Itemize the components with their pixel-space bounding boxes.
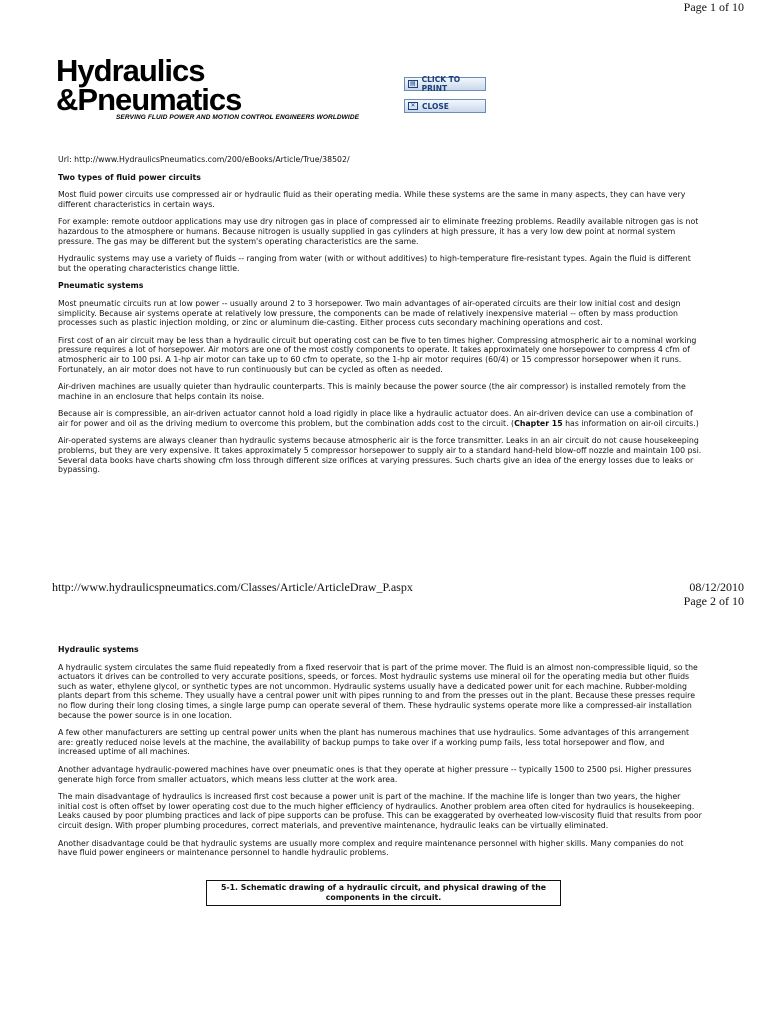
- figure-caption: 5-1. Schematic drawing of a hydraulic circuit, and physical drawing of the components in the circuit.: [206, 880, 561, 906]
- article-title: Two types of fluid power circuits: [58, 172, 201, 182]
- section-heading-pneumatic: Pneumatic systems: [58, 281, 144, 291]
- section-heading-hydraulic: Hydraulic systems: [58, 645, 139, 654]
- paragraph: First cost of an air circuit may be less than a hydraulic circuit but operating cost can be five to ten times higher. Compressing atmospheric air to a nominal working pressure requires a lot of horsepower. Air motors are one of the most costly components to operate. It takes approximately one horsepower to compress 4 cfm of atmospheric air to 100 psi. A 1-hp air motor can take up to 60 cfm to operate, so the 1-hp air motor requires (60/4) or 15 compressor horsepower when it runs. Fortunately, an air motor does not have to run continuously but can be cycled as often as needed.: [58, 335, 697, 374]
- paragraph: A hydraulic system circulates the same fluid repeatedly from a fixed reservoir that is part of the prime mover. The fluid is an almost non-compressible liquid, so the actuators it drives can be controlled to very accurate positions, speeds, or forces. Most hydraulic systems use mineral oil for the operating media but other fluids such as water, ethylene glycol, or synthetic types are not uncommon. Hydraulic systems usually have a dedicated power unit for each machine. Rubber-molding plants depart from this scheme. They usually have a central power unit with pipes running to and from the presses out in the plant. Because these presses require no flow during their long closing times, a single large pump can operate several of them. These hydraulic systems operate more like a compressed-air installation because the power source is in one location.: [58, 662, 698, 720]
- footer-url: http://www.hydraulicspneumatics.com/Classes/Article/ArticleDraw_P.aspx: [52, 580, 413, 594]
- chapter-link[interactable]: Chapter 15: [514, 418, 563, 428]
- article-page-2: [58, 645, 704, 866]
- article-page-1: [58, 155, 704, 483]
- print-button-label: CLICK TO PRINT: [421, 75, 461, 93]
- paragraph: For example: remote outdoor applications may use dry nitrogen gas in place of compressed air to eliminate freezing problems. Readily available nitrogen gas is not hazardous to the atmosphere or humans. Because nitrogen is usually supplied in gas cylinders at high pressure, it has a very low dew point at normal system pressure. The gas may be different but the system's operating characteristics are the same.: [58, 217, 699, 246]
- page-number-top: Page 1 of 10: [683, 0, 744, 14]
- logo-tagline: SERVING FLUID POWER AND MOTION CONTROL ENGINEERS WORLDWIDE: [116, 114, 360, 121]
- paragraph: Another advantage hydraulic-powered machines have over pneumatic ones is that they operate at higher pressure -- typically 1500 to 2500 psi. Higher pressures generate high force from smaller actuators, which means less clutter at the work area.: [58, 764, 692, 784]
- print-button[interactable]: [404, 77, 486, 91]
- paragraph-text: Because air is compressible, an air-driven actuator cannot hold a load rigidly in place like a hydraulic actuator does. An air-driven device can use a combination of air for power and oil as the driving medium to overcome this problem, but the combination adds cost to the circuit. (: [58, 409, 693, 428]
- footer-date: 08/12/2010: [689, 580, 744, 594]
- paragraph: [58, 409, 704, 428]
- paragraph: A few other manufacturers are setting up central power units when the plant has numerous machines that use hydraulics. Some advantages of this arrangement are: greatly reduced noise levels at the machine, the availability of backup pumps to take over if a working pump fails, less total horsepower and flow, and increased uptime of all machines.: [58, 728, 690, 757]
- close-icon: ✕: [408, 102, 418, 110]
- page-number-next: Page 2 of 10: [683, 594, 744, 608]
- paragraph: Air-driven machines are usually quieter than hydraulic counterparts. This is mainly because the power source (the air compressor) is installed remotely from the machine in an enclosure that helps contain its noise.: [58, 382, 686, 401]
- paragraph-text: has information on air-oil circuits.): [562, 418, 699, 428]
- paragraph: Another disadvantage could be that hydraulic systems are usually more complex and require maintenance personnel with higher skills. Many companies do not have fluid power engineers or maintenance personnel to handle hydraulic problems.: [58, 838, 684, 858]
- article-url: Url: http://www.HydraulicsPneumatics.com/200/eBooks/Article/True/38502/: [58, 155, 350, 164]
- site-logo[interactable]: [56, 53, 376, 122]
- paragraph: Most pneumatic circuits run at low power -- usually around 2 to 3 horsepower. Two main advantages of air-operated circuits are their low initial cost and design simplicity. Because air systems operate at relatively low pressure, the components can be made of relatively inexpensive material -- often by mass production processes such as plastic injection molding, or zinc or aluminum die-casting. Either process cuts secondary machining operations and cost.: [58, 298, 681, 328]
- paragraph: Most fluid power circuits use compressed air or hydraulic fluid as their operating media. While these systems are the same in many aspects, they can have very different characteristics in certain ways.: [58, 190, 686, 209]
- logo-line-2: &Pneumatics: [56, 82, 242, 117]
- paragraph: The main disadvantage of hydraulics is increased first cost because a power unit is part of the machine. If the machine life is longer than two years, the higher initial cost is often offset by lower operating cost due to the much higher efficiency of hydraulics. Another problem area often cited for hydraulics is housekeeping. Leaks caused by poor plumbing practices and lack of pipe supports can be profuse. This can be exaggerated by overheated low-viscosity fluid that results from poor circuit design. With proper plumbing procedures, correct materials, and preventive maintenance, hydraulic leaks can be virtually eliminated.: [58, 792, 702, 830]
- paragraph: Air-operated systems are always cleaner than hydraulic systems because atmospheric air is the force transmitter. Leaks in an air circuit do not cause housekeeping problems, but they are very expensive. It takes approximately 5 compressor horsepower to supply air to a standard hand-held blow-off nozzle and maintain 100 psi. Several data books have charts showing cfm loss through different size orifices at varying pressures. Such charts give an idea of the energy losses due to leaks or bypassing.: [58, 436, 702, 475]
- close-button-label: CLOSE: [422, 101, 449, 111]
- printer-icon: ▤: [409, 80, 416, 87]
- close-button[interactable]: [404, 99, 486, 113]
- logo-line-1: Hydraulics: [56, 53, 205, 88]
- paragraph: Hydraulic systems may use a variety of fluids -- ranging from water (with or without additives) to high-temperature fire-resistant types. Again the fluid is different but the operating characteristics change little.: [58, 254, 691, 273]
